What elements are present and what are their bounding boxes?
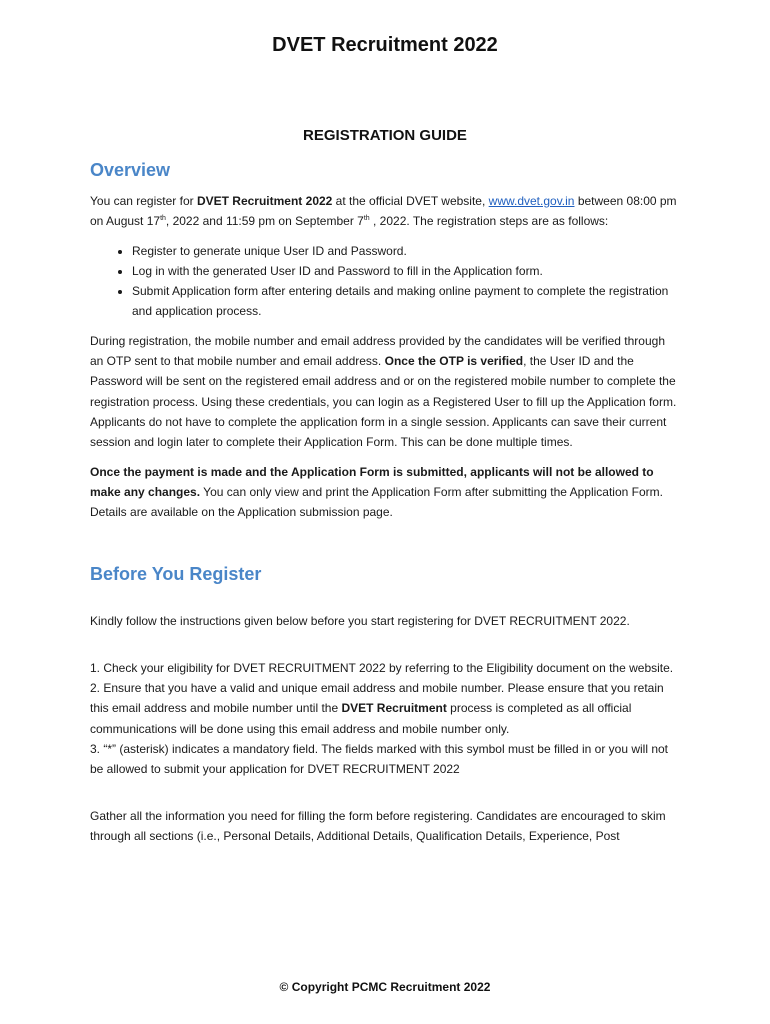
registration-steps-list	[90, 241, 680, 322]
list-item: 1. Check your eligibility for DVET RECRUITMENT 2022 by referring to the Eligibility document on the website.	[90, 660, 674, 675]
before-you-register-heading: Before You Register	[90, 564, 262, 585]
list-item: • Register to generate unique User ID and Password.	[132, 241, 680, 261]
overview-paragraph-3: Once the payment is made and the Application Form is submitted, applicants will not be allowed to make any changes. You can only view and print the Application Form after submitting the Application Form. Details are available on the Application submission page.	[90, 464, 663, 520]
copyright-footer: © Copyright PCMC Recruitment 2022	[279, 980, 491, 994]
document-title: DVET Recruitment 2022	[272, 34, 498, 56]
overview-paragraph-2: During registration, the mobile number and email address provided by the candidates will be verified through an OTP sent to that mobile number and email address. Once the OTP is verified, the User ID and the Password will be sent on the registered email address and or on the registered mobile number to complete the registration process. Using these credentials, you can login as a Registered User to fill up the Application form. Applicants do not have to complete the application form in a single session. Applicants can save their current session and login later to complete their Application Form. This can be done multiple times.	[90, 333, 677, 450]
list-item: 2. Ensure that you have a valid and unique email address and mobile number. Please ensure that you retain this email address and mobile number until the DVET Recruitment process is completed as all official communications will be done using this email address and mobile number only.	[90, 681, 664, 736]
overview-heading: Overview	[90, 160, 171, 180]
before-paragraph-1: Kindly follow the instructions given below before you start registering for DVET RECRUITMENT 2022.	[90, 614, 630, 629]
document-body	[90, 160, 680, 846]
overview-paragraph-1: You can register for DVET Recruitment 2022 at the official DVET website, www.dvet.gov.in between 08:00 pm on August 17th, 2022 and 11:59 pm on September 7th , 2022. The registration steps are as follows:	[90, 194, 677, 229]
list-item: • Log in with the generated User ID and Password to fill in the Application form.	[132, 261, 680, 281]
list-item: 3. “*” (asterisk) indicates a mandatory field. The fields marked with this symbol must be filled in or you will not be allowed to submit your application for DVET RECRUITMENT 2022	[90, 741, 669, 777]
registration-guide-heading: REGISTRATION GUIDE	[303, 127, 467, 144]
instructions-list	[90, 658, 680, 780]
dvet-website-link[interactable]: www.dvet.gov.in	[488, 194, 575, 208]
list-item: • Submit Application form after entering details and making online payment to complete the registration and application process.	[132, 281, 680, 322]
before-paragraph-2: Gather all the information you need for filling the form before registering. Candidates are encouraged to skim through all sections (i.e., Personal Details, Additional Details, Qualification Details, Experience, Post	[90, 808, 666, 843]
